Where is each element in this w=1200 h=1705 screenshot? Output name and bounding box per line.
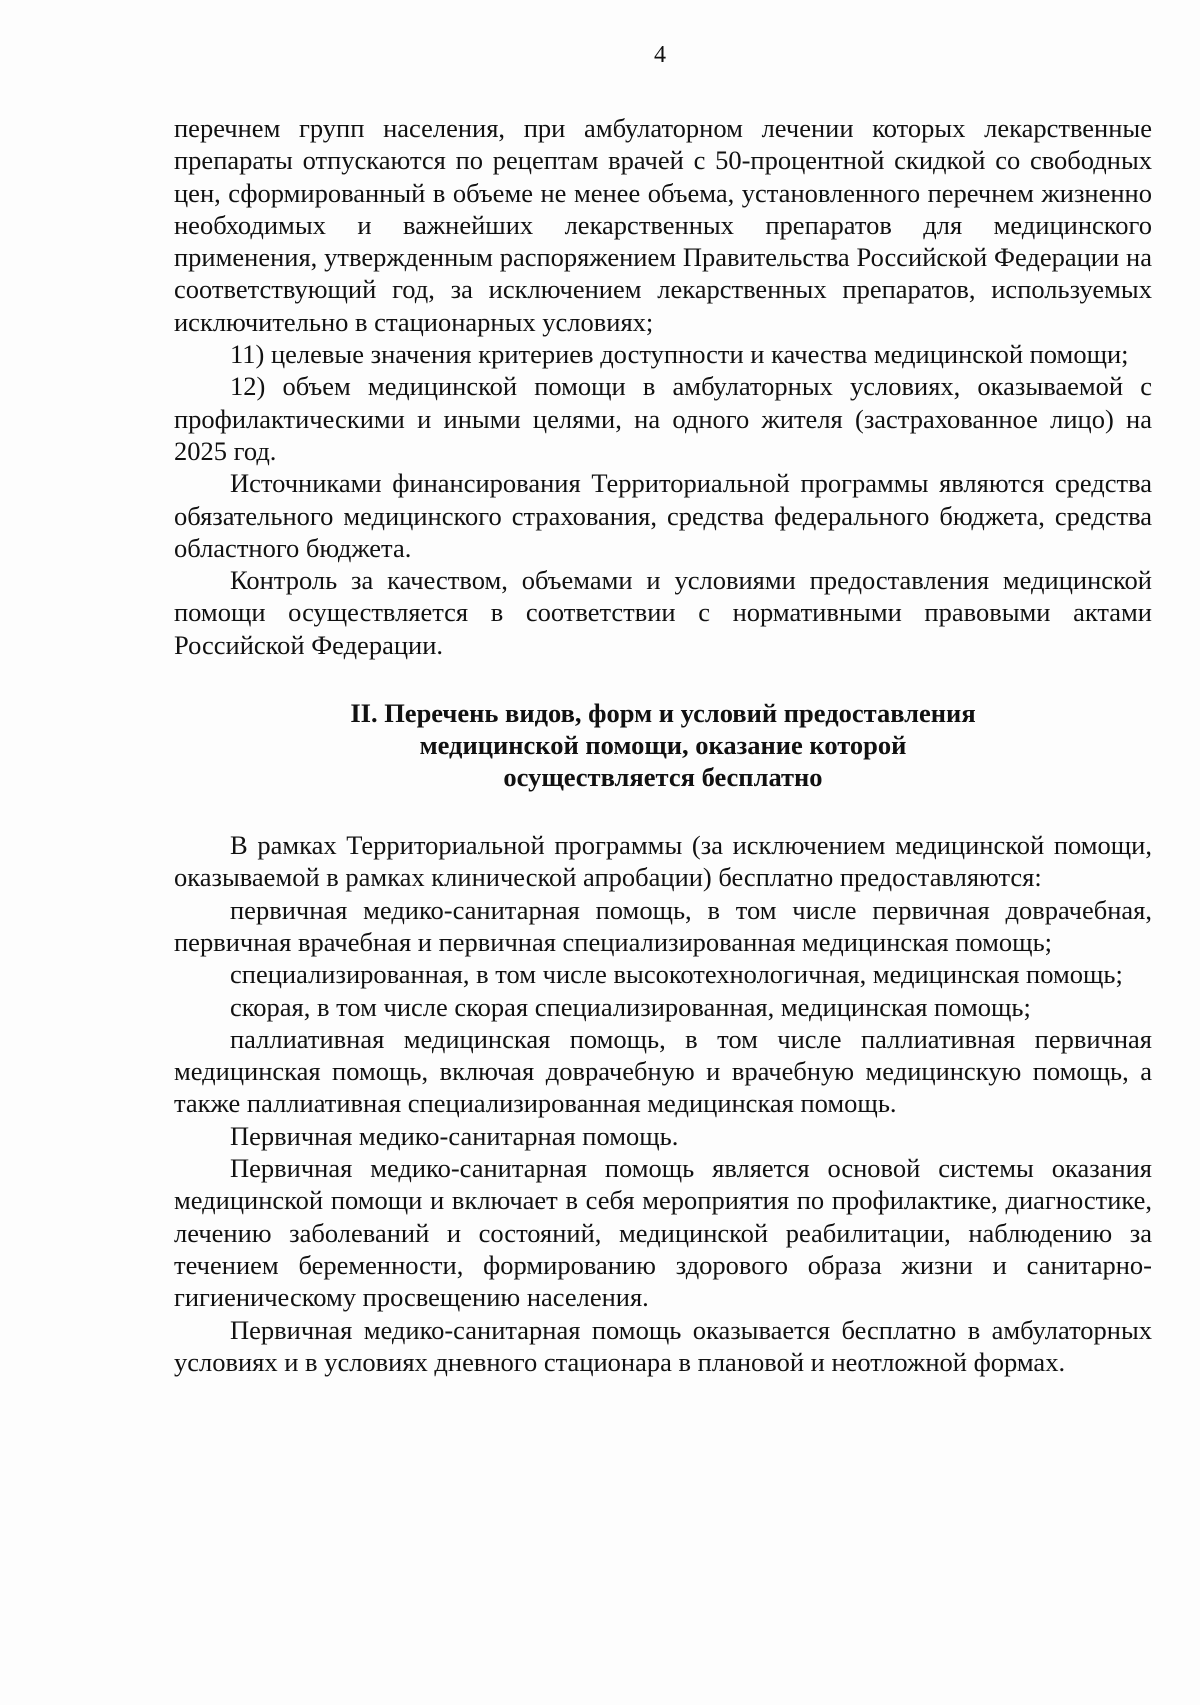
page-number: 4 [654, 42, 666, 68]
section-heading-line-3: осуществляется бесплатно [503, 762, 823, 793]
list-item-specialized-care: специализированная, в том числе высокотехнологичная, медицинская помощь; [230, 959, 1123, 990]
paragraph-primary-care-definition: Первичная медико-санитарная помощь является основой системы оказания медицинской помощи и включает в себя мероприятия по профилактике, диагностике, лечению заболеваний и состояний, медицинской реабилитации, наблюдению за течением беременности, формированию здорового образа жизни и санитарно-гигиеническому просвещению населения. [174, 1153, 1152, 1313]
section-heading [174, 697, 1152, 793]
section-heading-line-2: медицинской помощи, оказание которой [419, 730, 907, 761]
list-item-12: 12) объем медицинской помощи в амбулаторных условиях, оказываемой с профилактическими и иными целями, на одного жителя (застрахованное лицо) на 2025 год. [174, 371, 1152, 466]
paragraph-free-care-intro: В рамках Территориальной программы (за исключением медицинской помощи, оказываемой в рамках клинической апробации) бесплатно предоставляются: [174, 830, 1152, 893]
list-item-primary-care: первичная медико-санитарная помощь, в том числе первичная доврачебная, первичная врачебная и первичная специализированная медицинская помощь; [174, 894, 1152, 957]
paragraph-funding-sources: Источниками финансирования Территориальной программы являются средства обязательного медицинского страхования, средства федерального бюджета, средства областного бюджета. [174, 468, 1152, 563]
document-body [174, 112, 1152, 1378]
paragraph-quality-control: Контроль за качеством, объемами и условиями предоставления медицинской помощи осуществляется в соответствии с нормативными правовыми актами Российской Федерации. [174, 565, 1152, 660]
list-item-11: 11) целевые значения критериев доступности и качества медицинской помощи; [230, 339, 1129, 370]
subheading-primary-care: Первичная медико-санитарная помощь. [230, 1120, 679, 1151]
list-item-palliative-care: паллиативная медицинская помощь, в том числе паллиативная первичная медицинская помощь, включая доврачебную и врачебную медицинскую помощь, а также паллиативная специализированная медицинская помощь. [174, 1023, 1152, 1119]
section-heading-line-1: II. Перечень видов, форм и условий предоставления [350, 698, 976, 729]
paragraph-primary-care-conditions: Первичная медико-санитарная помощь оказывается бесплатно в амбулаторных условиях и в условиях дневного стационара в плановой и неотложной формах. [174, 1314, 1152, 1377]
paragraph-continuation: перечнем групп населения, при амбулаторном лечении которых лекарственные препараты отпускаются по рецептам врачей с 50-процентной скидкой со свободных цен, сформированный в объеме не менее объема, установленного перечнем жизненно необходимых и важнейших лекарственных препаратов для медицинского применения, утвержденным распоряжением Правительства Российской Федерации на соответствующий год, за исключением лекарственных препаратов, используемых исключительно в стационарных условиях; [174, 113, 1152, 337]
list-item-emergency-care: скорая, в том числе скорая специализированная, медицинская помощь; [230, 991, 1031, 1022]
